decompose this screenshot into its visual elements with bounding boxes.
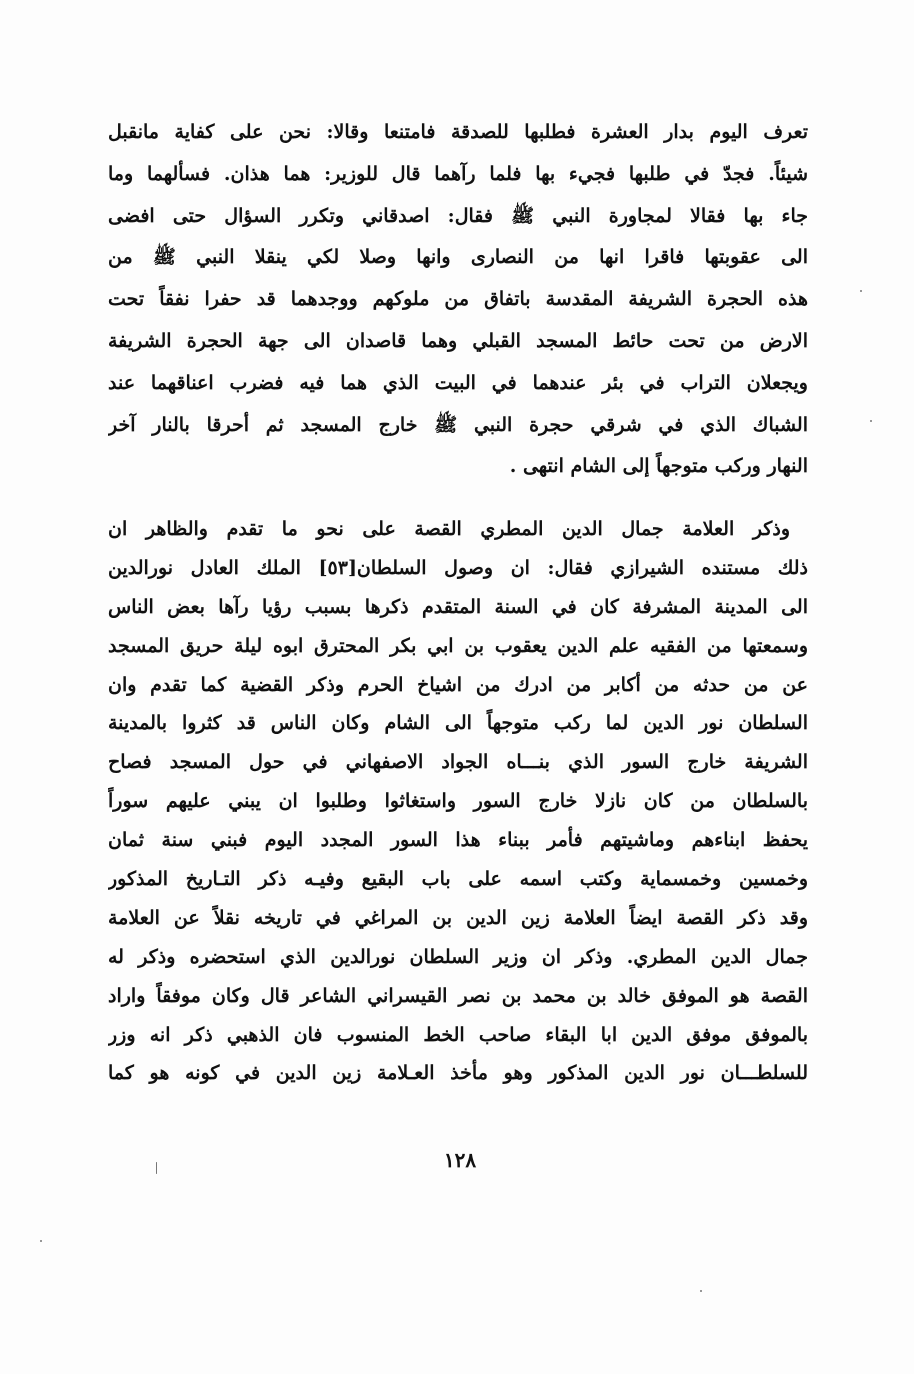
- scan-speck: [860, 290, 862, 292]
- scan-speck: [870, 420, 872, 422]
- text-line: الشباك الذي في شرقي حجرة النبي ﷺ خارج المسجد ثم أحرقا بالنار آخر: [108, 413, 808, 436]
- text-line: تعرف اليوم بدار العشرة فطلبها للصدقة فامتنعا وقالا: نحن على كفاية مانقبل: [108, 121, 808, 143]
- text-line: الشريفة خارج السور الذي بنـــاه الجواد الاصفهاني في حول المسجد فصاح: [108, 751, 808, 774]
- text-line: الى المدينة المشرفة كان في السنة المتقدم ذكرها بسبب رؤيا رآها بعض الناس: [108, 595, 808, 618]
- text-line: شيئاً. فجدّ في طلبها فجيء بها فلما رآهما قال للوزير: هما هذان. فسألهما وما: [108, 162, 808, 185]
- text-line: وقد ذكر القصة ايضاً العلامة زين الدين بن المراغي في تاريخه نقلاً عن العلامة: [108, 906, 808, 929]
- text-line: وسمعتها من الفقيه علم الدين يعقوب بن ابي بكر المحترق ابوه ليلة حريق المسجد: [108, 634, 808, 657]
- text-line: الارض من تحت حائط المسجد القبلي وهما قاصدان الى جهة الحجرة الشريفة: [108, 329, 808, 352]
- scan-speck: [40, 1240, 42, 1242]
- text-line: ذلك مستنده الشيرازي فقال: ان وصول السلطان[٥٣] الملك العادل نورالدين: [108, 556, 808, 579]
- text-line: يحفظ ابناءهم وماشيتهم فأمر ببناء هذا السور المجدد اليوم فبني سنة ثمان: [108, 829, 808, 852]
- text-line: جمال الدين المطري. وذكر ان وزير السلطان نورالدين الذي استحضره وذكر له: [108, 945, 808, 968]
- page-number: ١٢٨: [443, 1148, 477, 1172]
- text-line: السلطان نور الدين لما ركب متوجهاً الى الشام وكان الناس قد كثروا بالمدينة: [108, 712, 808, 735]
- text-line: جاء بها فقالا لمجاورة النبي ﷺ فقال: اصدقاني وتكرر السؤال حتى افضى: [108, 204, 808, 227]
- text-line: القصة هو الموفق خالد بن محمد بن نصر القيسراني الشاعر قال وكان موفقاً واراد: [108, 984, 808, 1007]
- text-line: الى عقوبتها فاقرا انها من النصارى وانها وصلا لكي ينقلا النبي ﷺ من: [108, 246, 808, 269]
- text-line: بالسلطان من كان نازلا خارج السور واستغاثوا وطلبوا ان يبني عليهم سوراً: [108, 790, 808, 813]
- paragraph-1: [108, 112, 808, 488]
- text-line: بالموفق موفق الدين ابا البقاء صاحب الخط المنسوب فان الذهبي ذكر انه وزر: [108, 1023, 808, 1046]
- text-line: وخمسين وخمسماية وكتب اسمه على باب البقيع وفيـه ذكر التـاريخ المذكور: [108, 868, 808, 891]
- paragraph-2: [108, 510, 808, 1093]
- scan-speck: [700, 1290, 702, 1292]
- text-line: هذه الحجرة الشريفة المقدسة باتفاق من ملوكهم ووجدهما قد حفرا نفقاً تحت: [108, 288, 808, 311]
- text-line: ويجعلان التراب في بئر عندهما في البيت الذي هما فيه فضرب اعناقهما عند: [108, 371, 808, 394]
- text-line: النهار وركب متوجهاً إلى الشام انتهى .: [509, 455, 808, 478]
- scan-speck: [156, 1162, 157, 1174]
- text-line: للسلطـــان نور الدين المذكور وهو مأخذ العـلامة زين الدين في كونه هو كما: [108, 1062, 808, 1085]
- text-line: عن من حدثه من أكابر من ادرك من اشياخ الحرم وذكر القضية كما تقدم وان: [108, 673, 808, 696]
- text-line: وذكر العلامة جمال الدين المطري القصة على نحو ما تقدم والظاهر ان: [108, 518, 790, 540]
